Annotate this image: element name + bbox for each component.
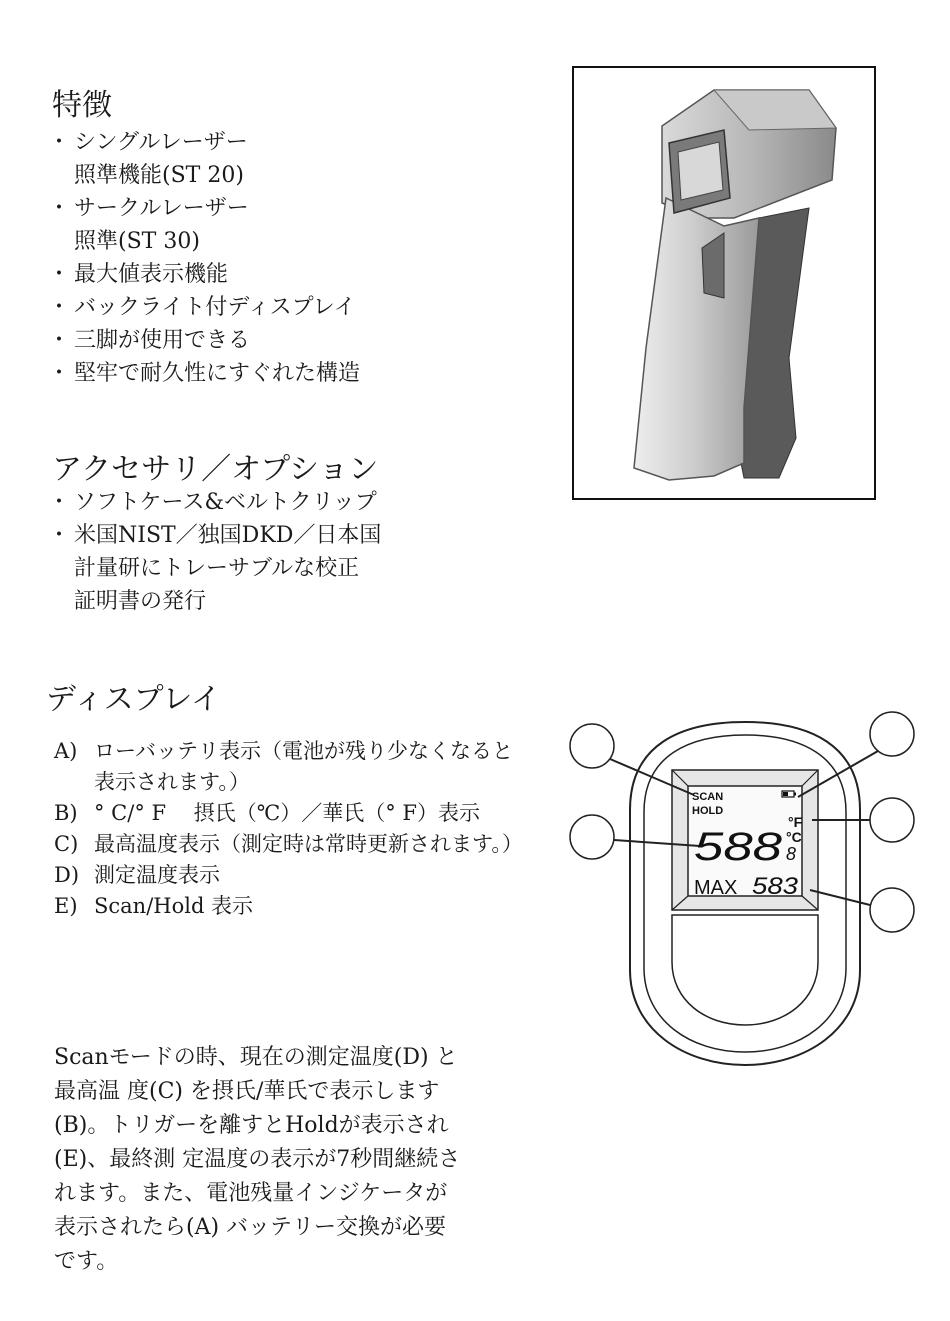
features-heading: 特徴 [52, 88, 112, 123]
display-item-label: B) [54, 801, 78, 825]
lcd-max-label: MAX [694, 877, 738, 899]
accessories-list [52, 486, 522, 618]
lcd-diagram [560, 700, 930, 1080]
accessories-section [52, 452, 522, 618]
callout-a [570, 724, 614, 768]
lcd-main-decimal: 8 [786, 844, 797, 864]
description-line: です。 [54, 1249, 119, 1274]
description-line: (E)、最終測 定温度の表示が7秒間継続さ [54, 1147, 461, 1172]
display-item-label: C) [54, 832, 79, 856]
display-item-text: ローバッテリ表示（電池が残り少なくなると表示されます。） [94, 739, 513, 794]
description-line: Scanモードの時、現在の測定温度(D) と [54, 1045, 458, 1070]
list-item: ・ 三脚が使用できる [52, 324, 512, 357]
display-item [54, 860, 532, 891]
display-item-text: 最高温度表示（測定時は常時更新されます。） [94, 832, 523, 856]
lcd-hold: HOLD [692, 805, 724, 817]
display-item-text: Scan/Hold 表示 [94, 894, 254, 918]
list-item: ・ ソフトケース&ベルトクリップ [52, 486, 522, 519]
display-item [54, 829, 532, 860]
list-item: ・ 米国NIST／独国DKD／日本国 計量研にトレーサブルな校正 証明書の発行 [52, 519, 522, 618]
display-item-label: D) [54, 863, 80, 887]
display-items-list [54, 736, 532, 922]
display-heading: ディスプレイ [46, 682, 221, 717]
display-item-label: A) [54, 739, 78, 763]
lcd-diagram-svg [560, 700, 930, 1080]
description-line: (B)。トリガーを離すとHoldが表示され [54, 1113, 449, 1138]
display-item-text: 測定温度表示 [94, 863, 220, 887]
lcd-unit-c: °C [786, 829, 802, 845]
accessories-heading: アクセサリ／オプション [52, 452, 379, 487]
list-item: ・ シングルレーザー 照準機能(ST 20) [52, 126, 512, 192]
display-item [54, 891, 532, 922]
list-item: ・ 最大値表示機能 [52, 258, 512, 291]
callout-d [570, 815, 614, 859]
callout-c [870, 888, 914, 932]
lcd-main-value: 588 [694, 825, 783, 869]
features-section [52, 88, 512, 390]
display-item-text: ° C/° F 摂氏（℃）／華氏（° F）表示 [94, 801, 480, 825]
description-line: れます。また、電池残量インジケータが [54, 1181, 448, 1206]
features-list [52, 126, 512, 390]
lcd-max-value: 583 [752, 873, 799, 900]
description-line: 表示されたら(A) バッテリー交換が必要 [54, 1215, 447, 1240]
lcd-unit-f: °F [788, 814, 803, 830]
display-item [54, 798, 532, 829]
list-item: ・ バックライト付ディスプレイ [52, 291, 512, 324]
callout-b-top [870, 712, 914, 756]
callout-b [870, 798, 914, 842]
description-line: 最高温 度(C) を摂氏/華氏で表示します [54, 1079, 440, 1104]
lcd-scan: SCAN [692, 791, 724, 803]
ir-thermometer-image [574, 68, 874, 498]
thermometer-photo [572, 66, 876, 500]
display-item [54, 736, 532, 798]
list-item: ・ サークルレーザー 照準(ST 30) [52, 192, 512, 258]
list-item: ・ 堅牢で耐久性にすぐれた構造 [52, 357, 512, 390]
display-item-label: E) [54, 894, 78, 918]
description-paragraph [54, 1041, 534, 1279]
